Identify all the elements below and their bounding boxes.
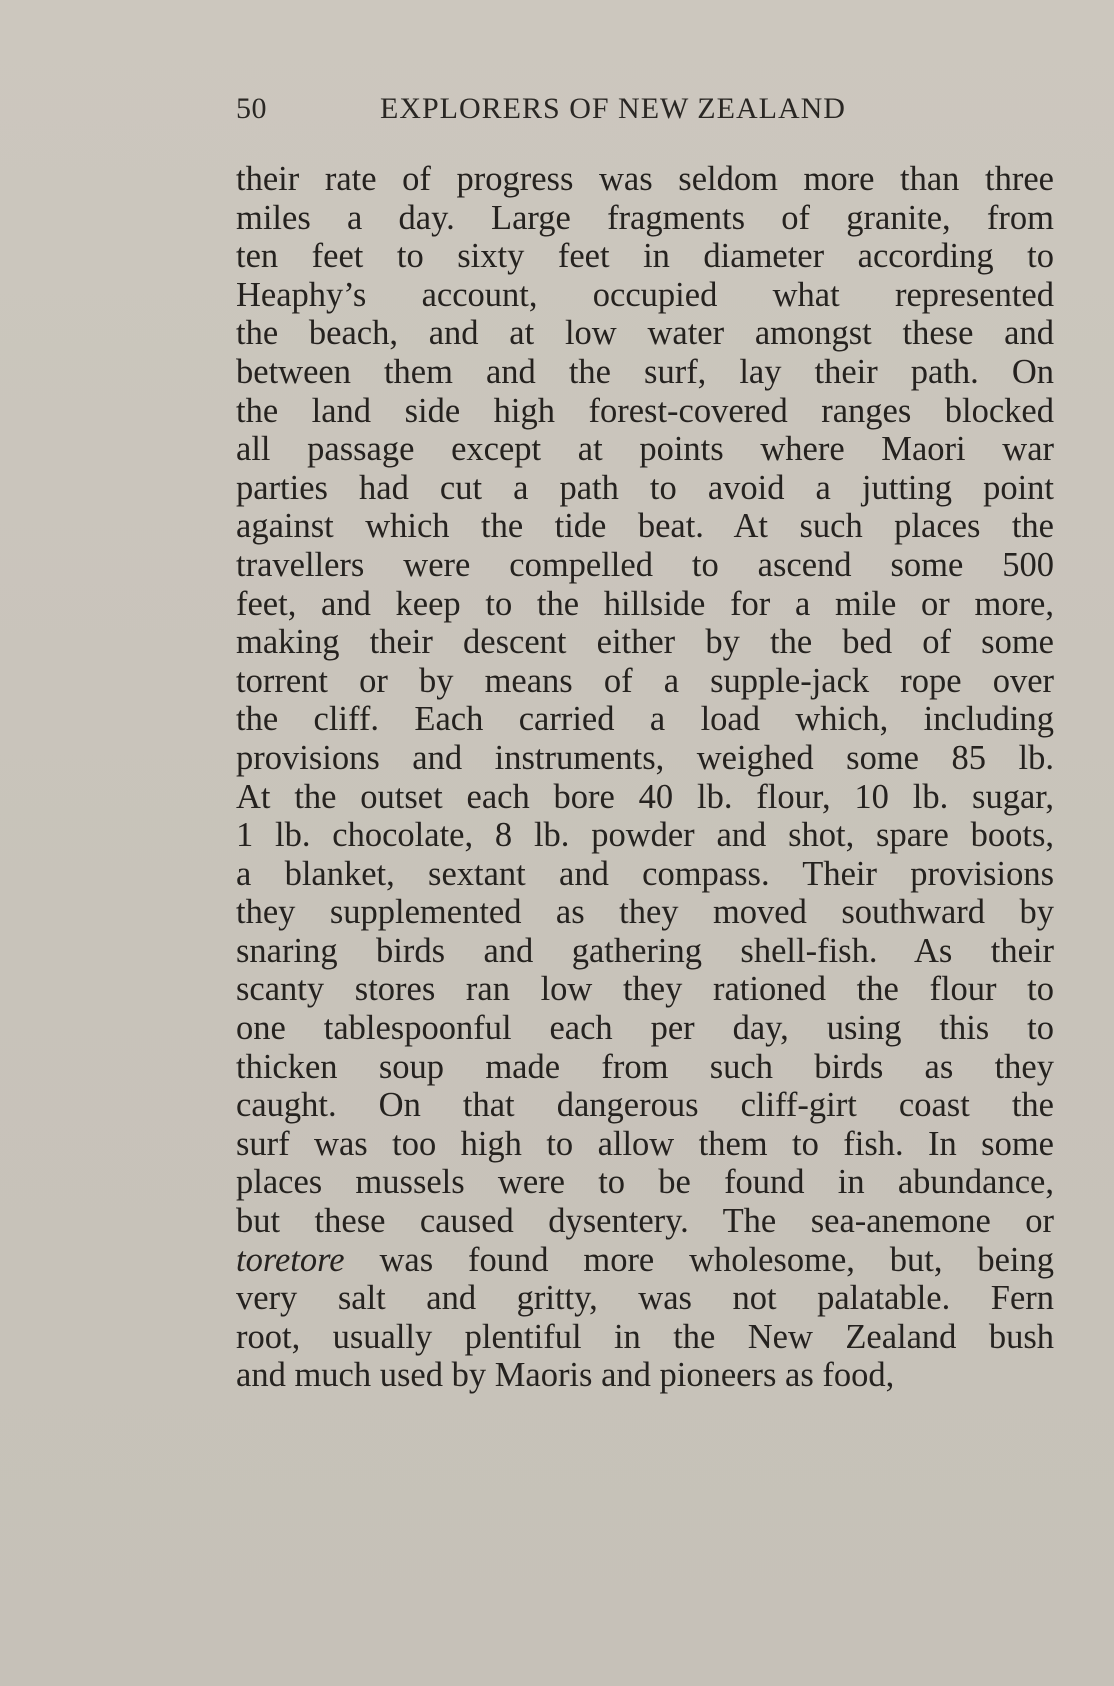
text-line: a blanket, sextant and compass. Their provisions — [236, 854, 1054, 893]
text-line: surf was too high to allow them to fish. In some — [236, 1124, 1054, 1163]
text-line: very salt and gritty, was not palatable. Fern — [236, 1279, 1054, 1318]
page-header — [236, 92, 1056, 140]
text-line: thicken soup made from such birds as they — [236, 1047, 1054, 1086]
text-line: snaring birds and gathering shell-fish. As their — [236, 931, 1054, 970]
text-line: they supplemented as they moved southward by — [236, 893, 1054, 932]
text-line: 1 lb. chocolate, 8 lb. powder and shot, spare boots, — [236, 816, 1054, 855]
text-line: parties had cut a path to avoid a jutting point — [236, 468, 1054, 507]
text-line: root, usually plentiful in the New Zealand bush — [236, 1317, 1054, 1356]
text-line: one tablespoonful each per day, using this to — [236, 1009, 1054, 1048]
text-line: the land side high forest-covered ranges blocked — [236, 391, 1054, 430]
text-line: At the outset each bore 40 lb. flour, 10 lb. sugar, — [236, 777, 1054, 816]
text-line-rest: was found more wholesome, but, being — [344, 1240, 1054, 1279]
text-line: the cliff. Each carried a load which, including — [236, 700, 1054, 739]
text-line: the beach, and at low water amongst these and — [236, 314, 1054, 353]
text-line: and much used by Maoris and pioneers as food, — [236, 1356, 895, 1395]
text-line-with-italic — [236, 1241, 1054, 1280]
text-line: against which the tide beat. At such places the — [236, 507, 1054, 546]
text-line: caught. On that dangerous cliff-girt coast the — [236, 1086, 1054, 1125]
text-line: miles a day. Large fragments of granite, from — [236, 198, 1054, 237]
running-title: EXPLORERS OF NEW ZEALAND — [380, 92, 846, 125]
text-line: feet, and keep to the hillside for a mile or more, — [236, 584, 1054, 623]
text-line: between them and the surf, lay their path. On — [236, 352, 1054, 391]
text-line: but these caused dysentery. The sea-anemone or — [236, 1202, 1054, 1241]
body-text — [236, 160, 1054, 1395]
text-line: ten feet to sixty feet in diameter according to — [236, 237, 1054, 276]
italic-word: toretore — [236, 1240, 345, 1279]
page-number: 50 — [236, 92, 267, 125]
text-line: Heaphy’s account, occupied what represented — [236, 275, 1054, 314]
text-line: places mussels were to be found in abundance, — [236, 1163, 1054, 1202]
text-line: provisions and instruments, weighed some 85 lb. — [236, 738, 1054, 777]
text-line: their rate of progress was seldom more than three — [236, 160, 1054, 198]
text-line: travellers were compelled to ascend some 500 — [236, 545, 1054, 584]
text-line: making their descent either by the bed of some — [236, 623, 1054, 662]
text-line: torrent or by means of a supple-jack rope over — [236, 661, 1054, 700]
text-line: all passage except at points where Maori war — [236, 430, 1054, 469]
text-line: scanty stores ran low they rationed the flour to — [236, 970, 1054, 1009]
